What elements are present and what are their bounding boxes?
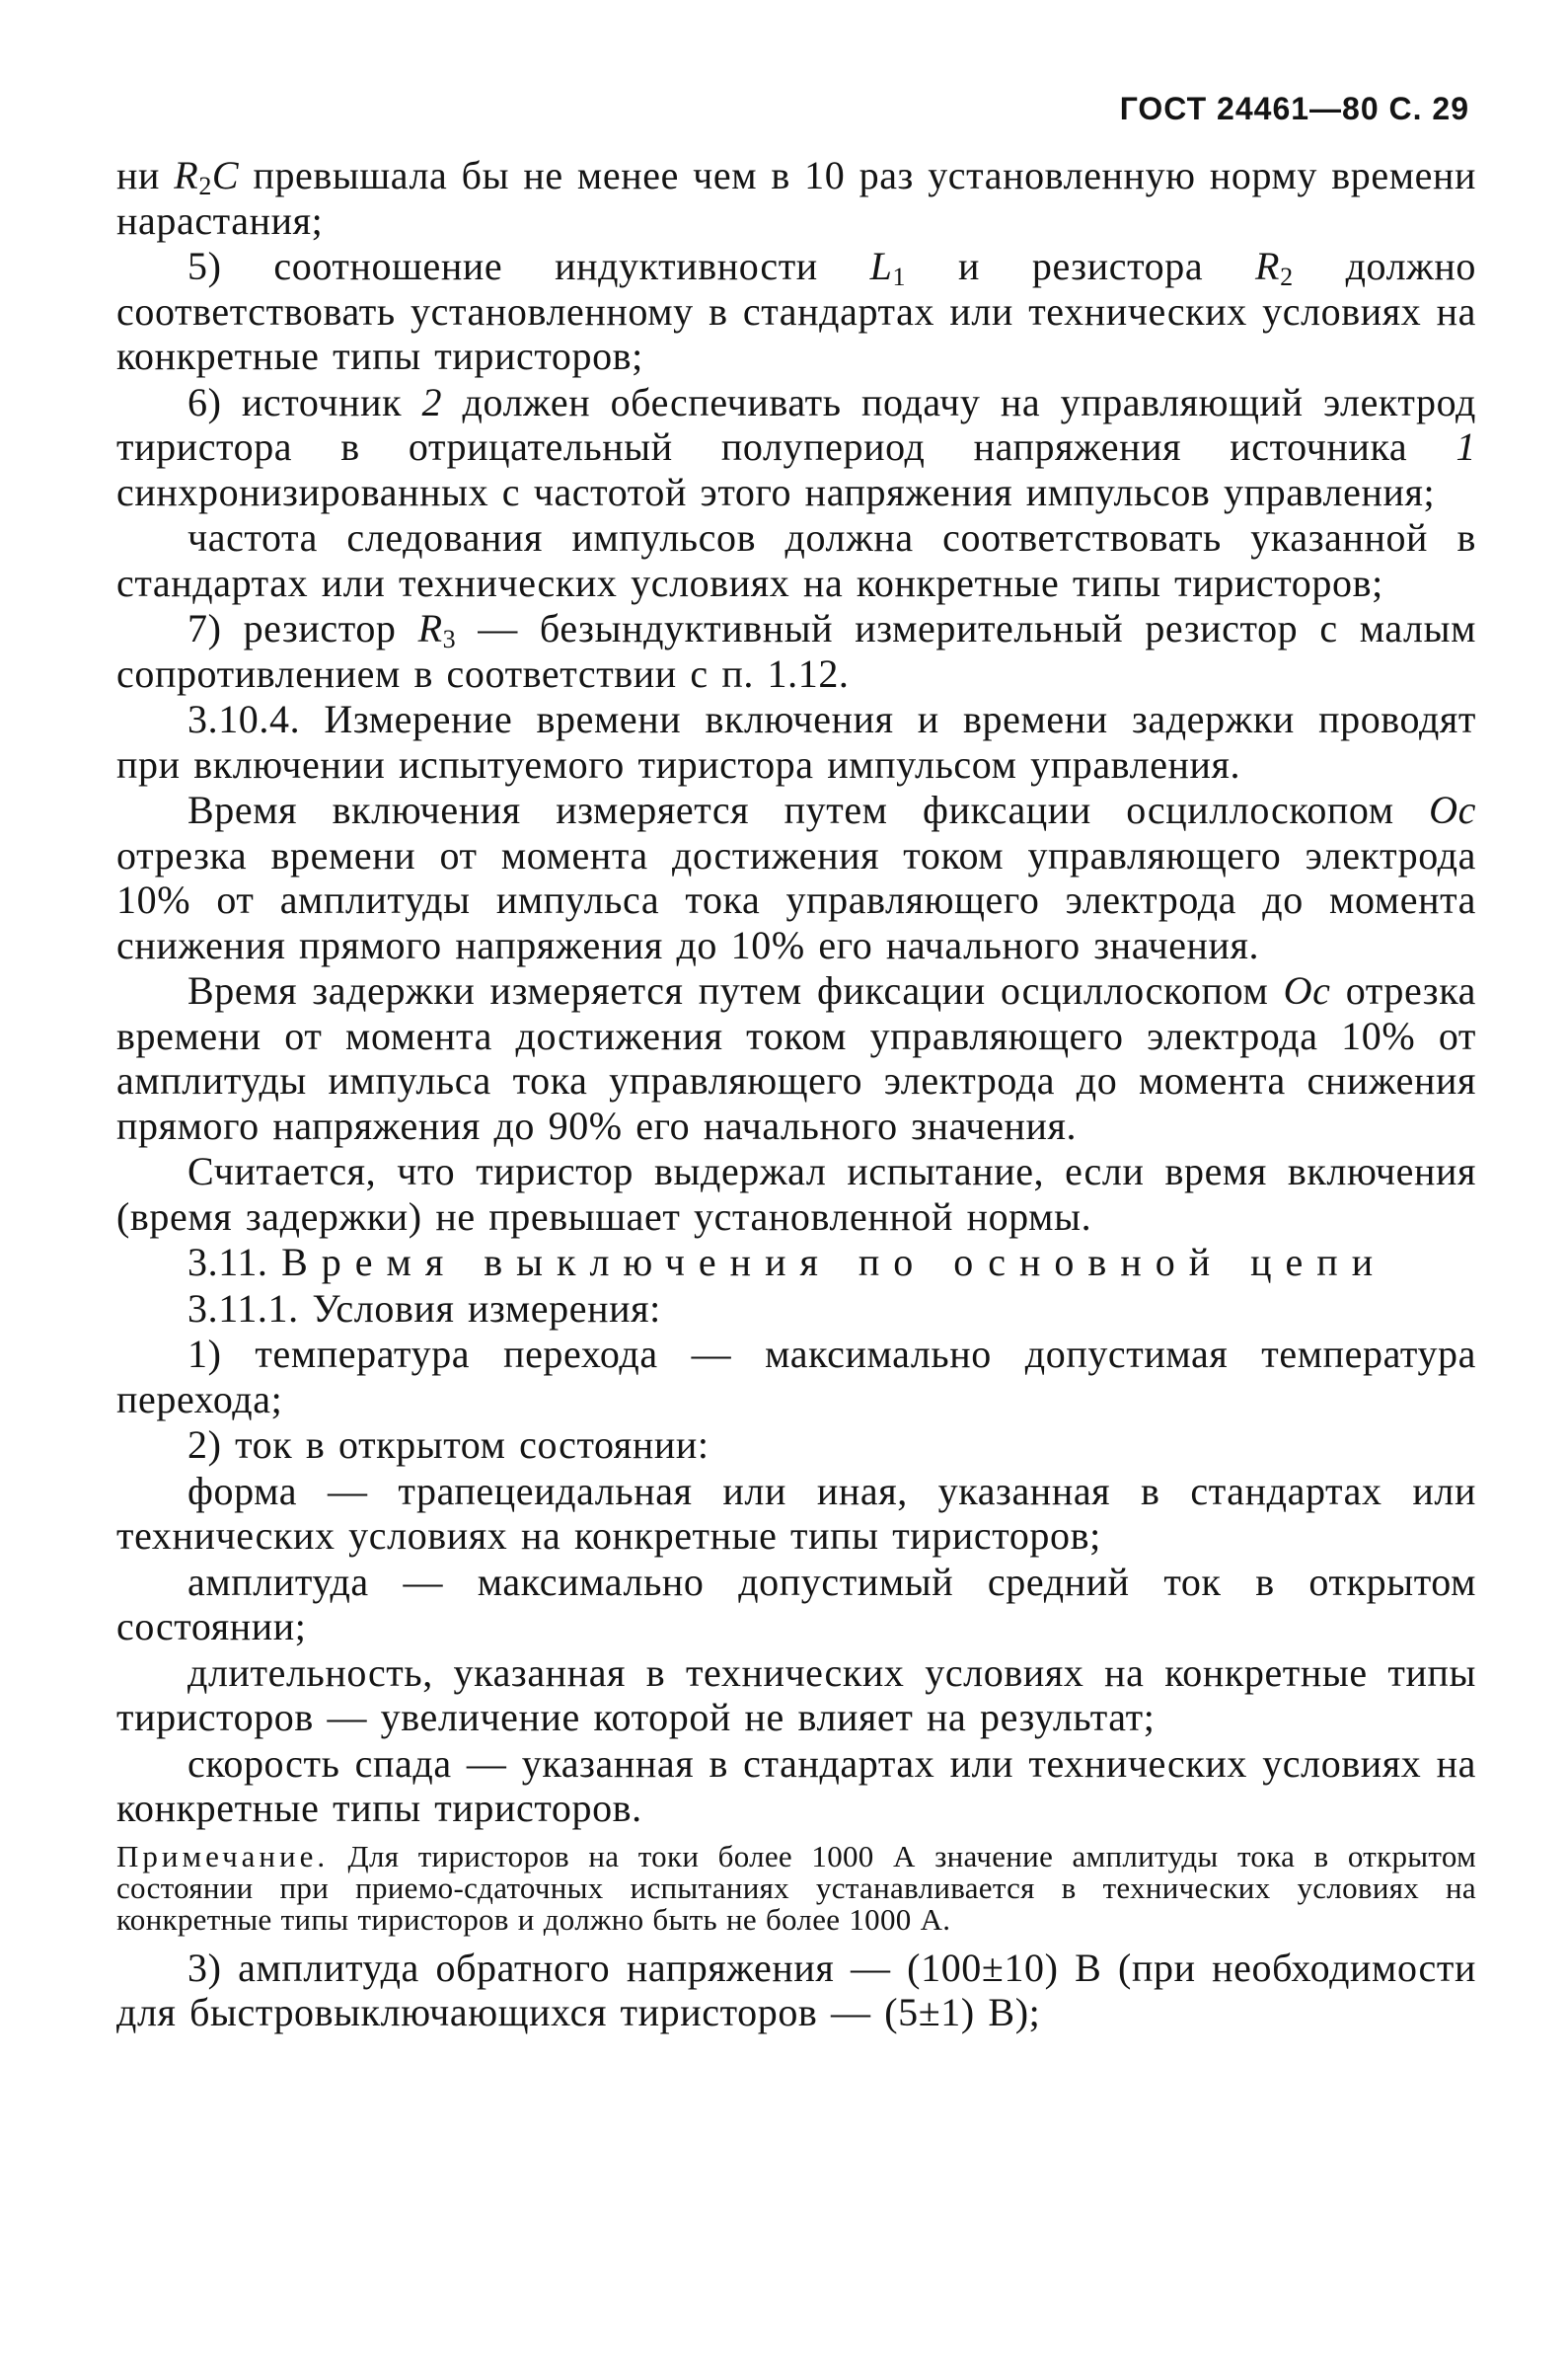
paragraph-8 [116,968,1476,1148]
variable: Ос [1283,968,1331,1013]
variable: L [869,244,893,288]
text-run: должен обеспечивать подачу на управляющий электрод тиристора в отрицательный полупериод напряжения источника [116,379,1476,469]
text-run: отрезка времени от момента достижения током управляющего электрода 10% от амплитуды импульса тока управляющего электрода до момента снижения прямого напряжения до 90% его начального значения. [116,968,1476,1148]
paragraph-1 [116,153,1476,243]
section-title: Время выключения по основной цепи [281,1240,1387,1284]
note [116,1838,1476,1937]
text-run: ни [116,153,175,197]
section-number: 3.11. [187,1240,268,1284]
variable: R [174,153,199,197]
variable: R [1255,244,1281,288]
text-run: 6) источник [187,379,422,424]
figure-ref: 2 [421,379,443,424]
text-run: 5) соотношение индуктивности [187,244,870,288]
paragraph-17: скорость спада — указанная в стандартах или технических условиях на конкретные типы тиристоров. [116,1740,1476,1830]
paragraph-18: 3) амплитуда обратного напряжения — (100±10) В (при необходимости для быстровыключающихся тиристоров — (5±1) В); [116,1945,1476,2034]
paragraph-6: 3.10.4. Измерение времени включения и времени задержки проводят при включении испытуемого тиристора импульсом управления. [116,697,1476,787]
section-heading [116,1240,1476,1285]
text-run: превышала бы не менее чем в 10 раз установленную норму времени нарастания; [116,153,1476,243]
subscript: 2 [198,172,212,200]
note-text: Для тиристоров на токи более 1000 А значение амплитуды тока в открытом состоянии при приемо-сдаточных испытаниях устанавливается в технических условиях на конкретные типы тиристоров и должно быть не более 1000 А. [116,1838,1476,1937]
variable: C [211,153,240,197]
paragraph-11: 3.11.1. Условия измерения: [187,1285,661,1331]
subscript: 2 [1280,263,1294,291]
paragraph-7 [116,788,1476,967]
variable: Ос [1429,788,1476,832]
text-run: синхронизированных с частотой этого напряжения импульсов управления; [116,469,1436,514]
text-run: 7) резистор [187,606,418,650]
paragraph-5 [116,606,1476,696]
paragraph-4: частота следования импульсов должна соответствовать указанной в стандартах или технических условиях на конкретные типы тиристоров; [116,515,1476,605]
text-run: Время включения измеряется путем фиксации осциллоскопом [187,788,1430,832]
paragraph-3 [116,380,1476,515]
paragraph-12: 1) температура перехода — максимально допустимая температура перехода; [116,1332,1476,1421]
paragraph-13: 2) ток в открытом состоянии: [187,1422,709,1467]
paragraph-16: длительность, указанная в технических условиях на конкретные типы тиристоров — увеличение которой не влияет на результат; [116,1649,1476,1739]
page-header: ГОСТ 24461—80 С. 29 [1119,91,1469,126]
paragraph-2 [116,244,1476,379]
figure-ref: 1 [1456,424,1476,469]
text-run: должно соответствовать установленному в стандартах или технических условиях на конкретные типы тиристоров; [116,244,1476,378]
subscript: 3 [442,625,457,653]
text-run: Время задержки измеряется путем фиксации осциллоскопом [187,968,1284,1013]
variable: R [417,606,443,650]
note-label: Примечание. [116,1838,330,1873]
text-run: — безындуктивный измерительный резистор с малым сопротивлением в соответствии с п. 1.12. [116,606,1477,696]
body-text [116,153,1476,2036]
paragraph-15: амплитуда — максимально допустимый средний ток в открытом состоянии; [116,1559,1476,1648]
paragraph-9: Считается, что тиристор выдержал испытание, если время включения (время задержки) не превышает установленной нормы. [116,1149,1476,1239]
text-run: и резистора [906,244,1256,288]
subscript: 1 [892,263,907,291]
paragraph-14: форма — трапецеидальная или иная, указанная в стандартах или технических условиях на конкретные типы тиристоров; [116,1468,1476,1558]
text-run: отрезка времени от момента достижения током управляющего электрода 10% от амплитуды импульса тока управляющего электрода до момента снижения прямого напряжения до 10% его начального значения. [116,832,1476,967]
